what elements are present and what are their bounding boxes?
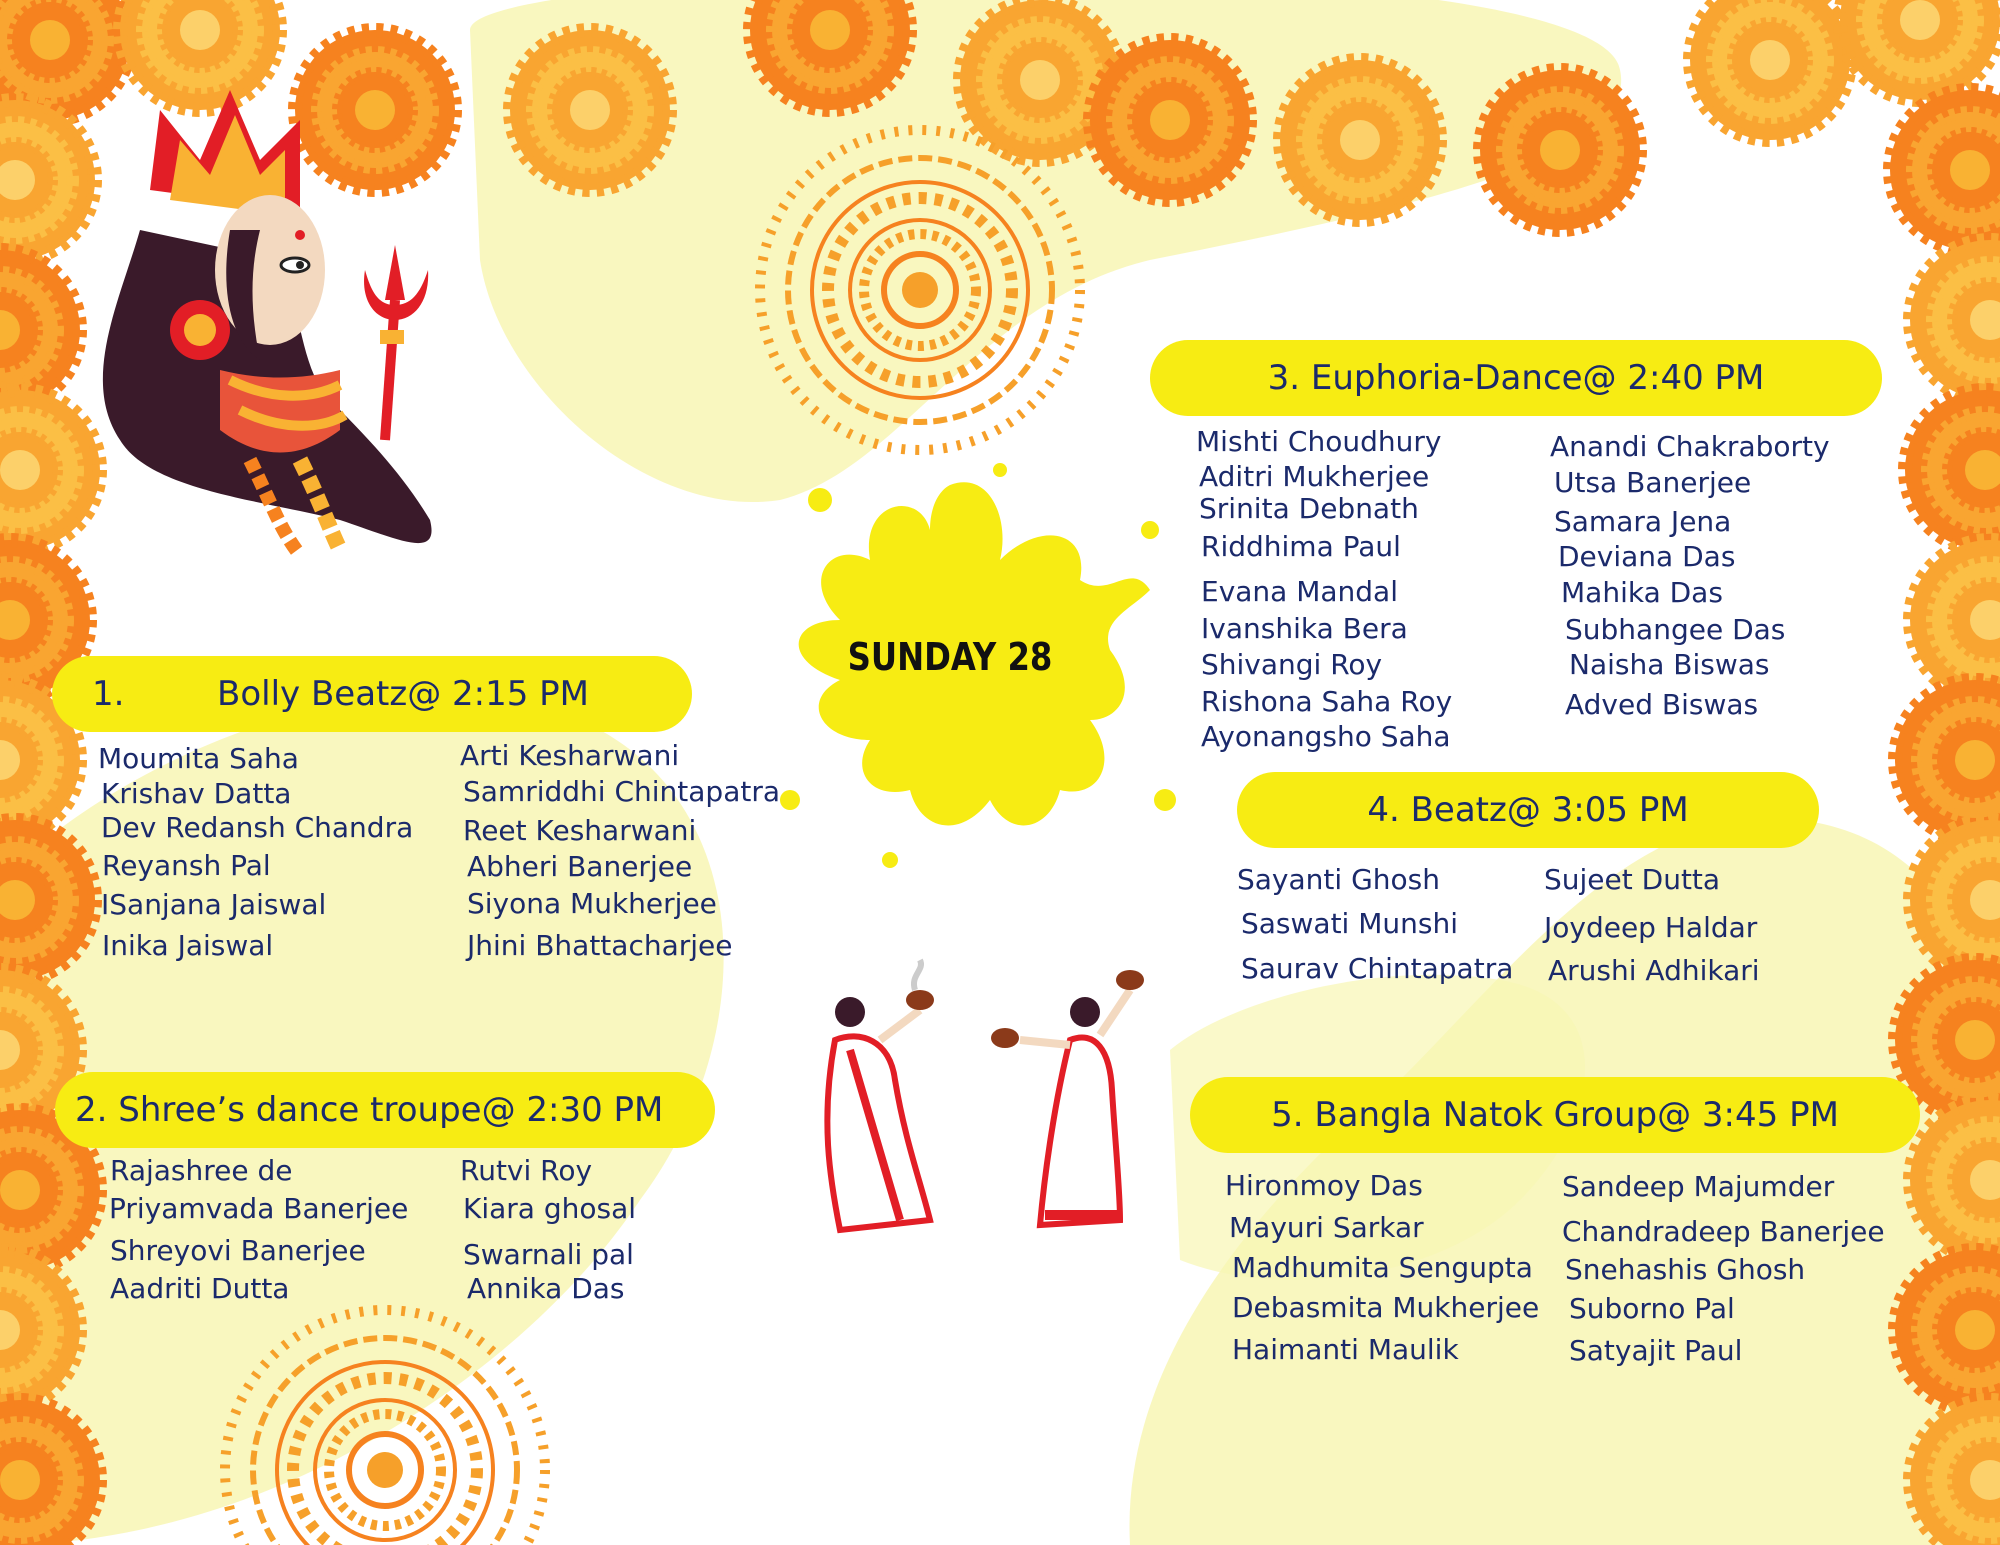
section-4-heading: [1237, 772, 1819, 848]
list-item: Mishti Choudhury: [1196, 425, 1442, 458]
list-item: Samriddhi Chintapatra: [463, 775, 781, 808]
list-item: Reyansh Pal: [102, 849, 271, 882]
list-item: Reet Kesharwani: [463, 814, 697, 847]
list-item: Madhumita Sengupta: [1232, 1251, 1533, 1284]
list-item: Ivanshika Bera: [1201, 612, 1408, 645]
section-5-heading: [1190, 1077, 1920, 1153]
section-3-heading: [1150, 340, 1882, 416]
list-item: Saswati Munshi: [1241, 907, 1458, 940]
list-item: Evana Mandal: [1201, 575, 1398, 608]
day-label: SUNDAY 28: [847, 635, 1053, 679]
list-item: Mahika Das: [1561, 576, 1723, 609]
list-item: Rajashree de: [110, 1154, 293, 1187]
list-item: Deviana Das: [1558, 540, 1736, 573]
section-2-heading: [55, 1072, 715, 1148]
list-item: Dev Redansh Chandra: [101, 811, 414, 844]
section-2-title: 2. Shree’s dance troupe@ 2:30 PM: [75, 1090, 664, 1130]
list-item: Adved Biswas: [1565, 688, 1759, 721]
section-1-title: Bolly Beatz@ 2:15 PM: [217, 674, 590, 714]
section-4-title: 4. Beatz@ 3:05 PM: [1367, 790, 1689, 830]
list-item: Siyona Mukherjee: [467, 887, 717, 920]
list-item: Ayonangsho Saha: [1201, 720, 1451, 753]
list-item: Jhini Bhattacharjee: [467, 929, 733, 962]
list-item: Samara Jena: [1554, 505, 1732, 538]
list-item: Rutvi Roy: [460, 1154, 593, 1187]
list-item: ISanjana Jaiswal: [101, 888, 327, 921]
list-item: Anandi Chakraborty: [1550, 430, 1830, 463]
list-item: Sandeep Majumder: [1562, 1170, 1835, 1203]
list-item: Joydeep Haldar: [1544, 911, 1758, 944]
list-item: Saurav Chintapatra: [1241, 952, 1514, 985]
section-5-title: 5. Bangla Natok Group@ 3:45 PM: [1271, 1095, 1839, 1135]
list-item: Debasmita Mukherjee: [1232, 1291, 1540, 1324]
list-item: Rishona Saha Roy: [1201, 685, 1453, 718]
list-item: Hironmoy Das: [1225, 1169, 1423, 1202]
list-item: Naisha Biswas: [1569, 648, 1770, 681]
list-item: Snehashis Ghosh: [1565, 1253, 1806, 1286]
list-item: Shreyovi Banerjee: [110, 1234, 366, 1267]
section-1-heading: [52, 656, 692, 732]
list-item: Aadriti Dutta: [110, 1272, 290, 1305]
list-item: Sayanti Ghosh: [1237, 863, 1440, 896]
trishul-icon: [364, 245, 428, 440]
list-item: Shivangi Roy: [1201, 648, 1383, 681]
list-item: Mayuri Sarkar: [1229, 1211, 1424, 1244]
dancing-women-illustration: [827, 960, 1144, 1230]
list-item: Sujeet Dutta: [1544, 863, 1721, 896]
list-item: Srinita Debnath: [1199, 492, 1419, 525]
list-item: Riddhima Paul: [1201, 530, 1401, 563]
list-item: Aditri Mukherjee: [1199, 460, 1430, 493]
list-item: Chandradeep Banerjee: [1562, 1215, 1885, 1248]
list-item: Suborno Pal: [1569, 1292, 1735, 1325]
list-item: Haimanti Maulik: [1232, 1333, 1459, 1366]
section-3-title: 3. Euphoria-Dance@ 2:40 PM: [1267, 358, 1765, 398]
list-item: Moumita Saha: [98, 742, 299, 775]
list-item: Satyajit Paul: [1569, 1334, 1743, 1367]
list-item: Krishav Datta: [101, 777, 292, 810]
list-item: Utsa Banerjee: [1554, 466, 1752, 499]
list-item: Subhangee Das: [1565, 613, 1786, 646]
section-1-number: 1.: [92, 674, 125, 714]
list-item: Priyamvada Banerjee: [109, 1192, 409, 1225]
list-item: Arushi Adhikari: [1548, 954, 1760, 987]
list-item: Inika Jaiswal: [102, 929, 274, 962]
list-item: Annika Das: [467, 1272, 625, 1305]
list-item: Swarnali pal: [463, 1238, 634, 1271]
list-item: Arti Kesharwani: [460, 739, 680, 772]
list-item: Kiara ghosal: [463, 1192, 637, 1225]
list-item: Abheri Banerjee: [467, 850, 693, 883]
